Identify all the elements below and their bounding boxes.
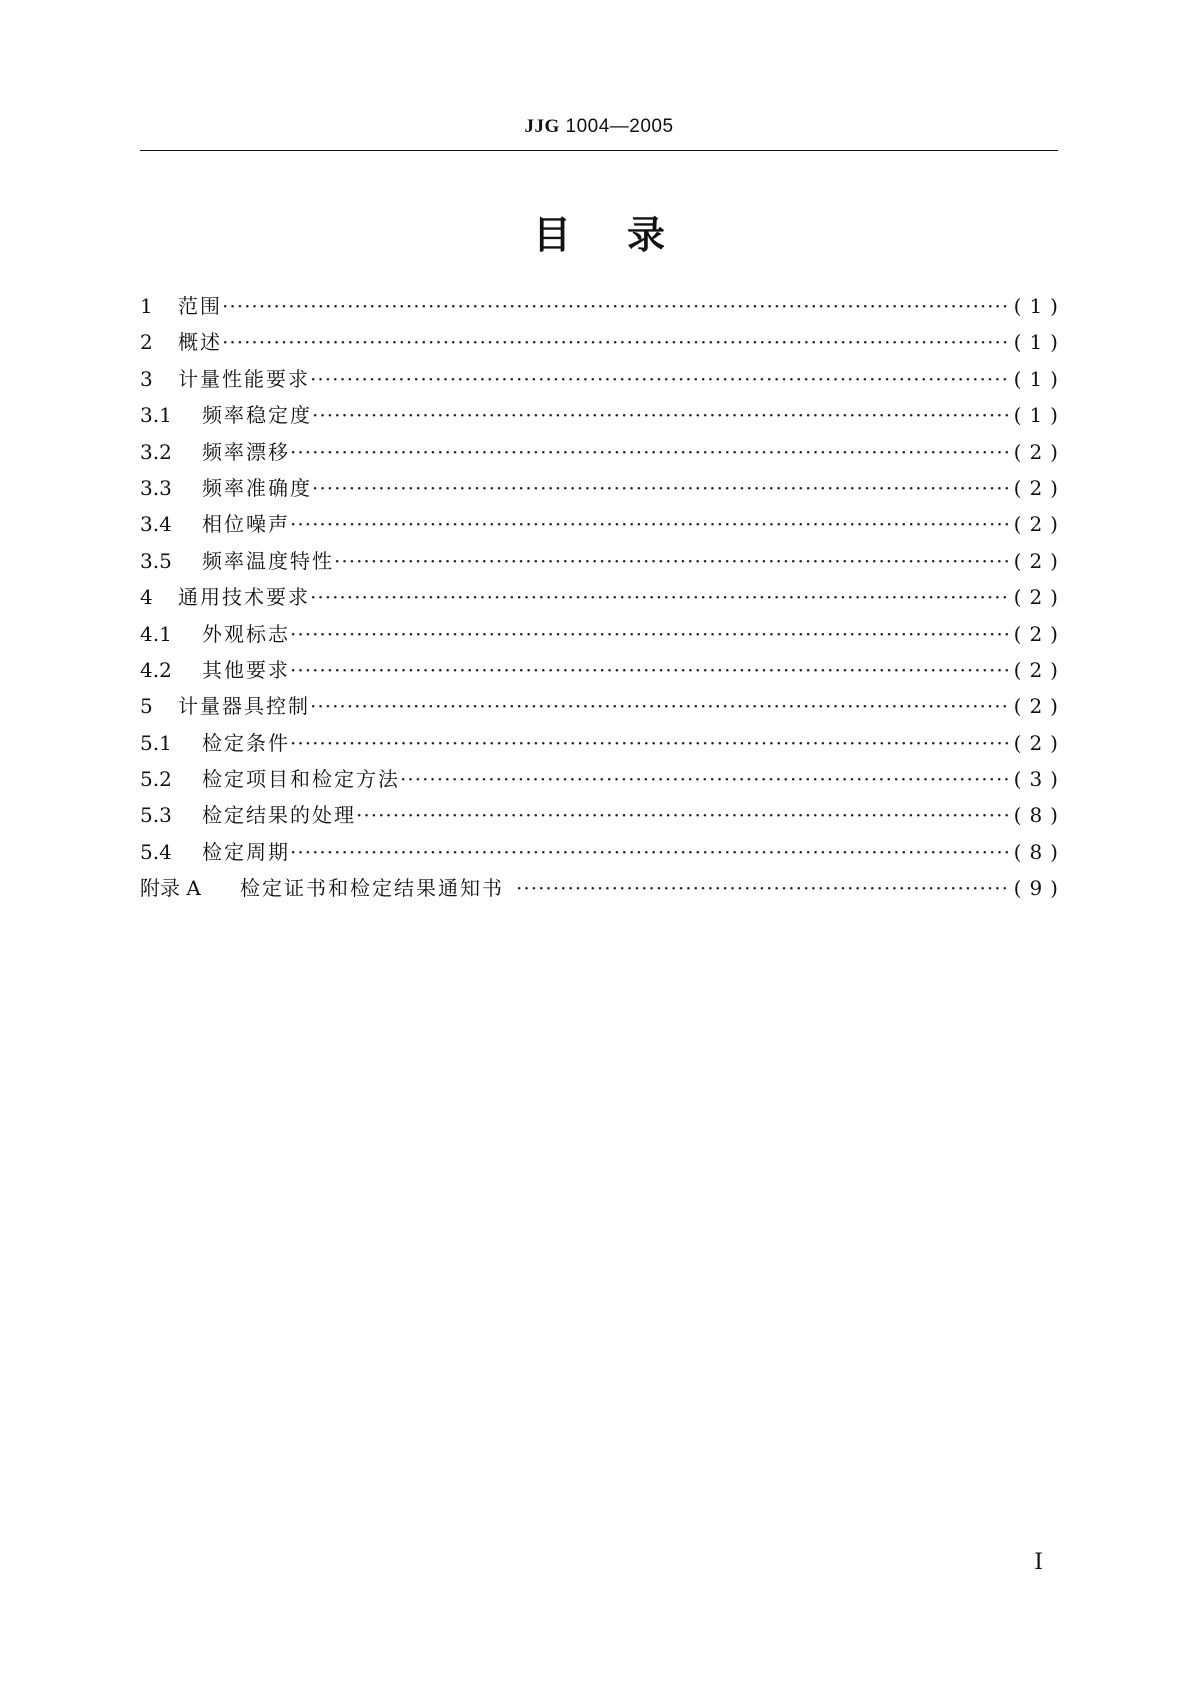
- toc-dot-leader: [516, 876, 1010, 900]
- toc-entry-label: 检定证书和检定结果通知书: [240, 876, 504, 901]
- toc-entry-label: 检定条件: [202, 730, 290, 755]
- toc-entry[interactable]: [140, 581, 1066, 617]
- toc-entry[interactable]: [140, 436, 1066, 472]
- toc-entry[interactable]: [140, 472, 1066, 508]
- toc-dot-leader: [222, 294, 1010, 318]
- toc-entry[interactable]: [140, 690, 1066, 726]
- toc-dot-leader: [290, 512, 1010, 536]
- toc-entry-page: (2): [1013, 621, 1066, 646]
- toc-entry-label: 检定结果的处理: [202, 803, 356, 828]
- toc-entry-page: (2): [1013, 657, 1066, 682]
- toc-entry-number: 3: [140, 366, 153, 391]
- toc-entry-page: (3): [1013, 767, 1066, 792]
- toc-dot-leader: [290, 840, 1010, 864]
- toc-entry-page: (2): [1013, 694, 1066, 719]
- toc-dot-leader: [290, 731, 1010, 755]
- toc-entry-number: 1: [140, 294, 153, 318]
- toc-entry[interactable]: [140, 618, 1066, 654]
- toc-dot-leader: [222, 330, 1010, 354]
- toc-entry-label: 其他要求: [202, 657, 290, 682]
- toc-entry-number: 2: [140, 330, 153, 355]
- toc-dot-leader: [400, 767, 1010, 791]
- toc-entry-number: 3.2: [140, 439, 172, 464]
- toc-dot-leader: [310, 585, 1010, 609]
- toc-entry[interactable]: [140, 654, 1066, 690]
- toc-entry-page: (1): [1013, 294, 1066, 318]
- toc-entry-page: (2): [1013, 439, 1066, 464]
- toc-entry-number: 5.1: [140, 730, 172, 755]
- toc-entry-label: 检定周期: [202, 839, 290, 864]
- toc-entry-number: 3.1: [140, 403, 172, 428]
- toc-entry[interactable]: [140, 399, 1066, 435]
- toc-entry[interactable]: [140, 836, 1066, 872]
- toc-entry-label: 检定项目和检定方法: [202, 767, 400, 792]
- toc-entry-label: 外观标志: [202, 621, 290, 646]
- toc-entry[interactable]: [140, 727, 1066, 763]
- toc-entry-number: 5.4: [140, 839, 172, 864]
- toc-dot-leader: [312, 476, 1010, 500]
- table-of-contents: [140, 290, 1066, 909]
- toc-dot-leader: [290, 658, 1010, 682]
- toc-entry-page: (1): [1013, 330, 1066, 355]
- toc-entry-number: 4.2: [140, 657, 172, 682]
- toc-entry-number: 4: [140, 585, 153, 610]
- page-title: 目录: [532, 213, 721, 257]
- toc-entry-page: (8): [1013, 839, 1066, 864]
- toc-entry-label: 相位噪声: [202, 512, 290, 537]
- toc-dot-leader: [290, 440, 1010, 464]
- toc-entry-label: 概述: [178, 330, 222, 355]
- toc-entry-label: 频率漂移: [202, 439, 290, 464]
- toc-entry-page: (2): [1013, 512, 1066, 537]
- toc-entry[interactable]: [140, 545, 1066, 581]
- toc-entry-number: 4.1: [140, 621, 172, 646]
- standard-prefix: JJG: [524, 116, 560, 137]
- toc-entry-page: (1): [1013, 403, 1066, 428]
- toc-entry-number: 3.5: [140, 548, 172, 573]
- toc-entry-number: 5.3: [140, 803, 172, 828]
- toc-entry[interactable]: [140, 290, 1066, 326]
- toc-entry-label: 计量器具控制: [178, 694, 310, 719]
- toc-entry[interactable]: [140, 508, 1066, 544]
- toc-entry-label: 计量性能要求: [178, 366, 310, 391]
- toc-entry[interactable]: [140, 326, 1066, 362]
- standard-code: 1004—2005: [565, 116, 674, 137]
- page-number: I: [1034, 1550, 1043, 1575]
- toc-dot-leader: [310, 694, 1010, 718]
- toc-entry-number: 3.4: [140, 512, 172, 537]
- toc-entry-number: 附录 A: [140, 876, 201, 901]
- toc-entry-label: 频率准确度: [202, 475, 312, 500]
- toc-dot-leader: [310, 367, 1010, 391]
- toc-entry-page: (8): [1013, 803, 1066, 828]
- toc-entry-label: 频率稳定度: [202, 403, 312, 428]
- toc-entry-page: (1): [1013, 366, 1066, 391]
- toc-entry-number: 5: [140, 694, 153, 719]
- toc-entry[interactable]: [140, 763, 1066, 799]
- toc-entry-appendix[interactable]: [140, 872, 1066, 908]
- toc-entry-page: (2): [1013, 548, 1066, 573]
- toc-entry-label: 通用技术要求: [178, 585, 310, 610]
- running-header: [140, 116, 1058, 138]
- toc-entry-label: 频率温度特性: [202, 548, 334, 573]
- toc-dot-leader: [356, 803, 1010, 827]
- toc-entry-label: 范围: [178, 294, 222, 318]
- toc-dot-leader: [312, 403, 1010, 427]
- toc-entry-page: (2): [1013, 475, 1066, 500]
- toc-dot-leader: [290, 622, 1010, 646]
- toc-entry-page: (2): [1013, 585, 1066, 610]
- toc-entry[interactable]: [140, 363, 1066, 399]
- toc-dot-leader: [334, 549, 1010, 573]
- header-rule: [140, 150, 1058, 151]
- toc-entry-number: 3.3: [140, 475, 172, 500]
- toc-entry-page: (9): [1013, 876, 1066, 901]
- toc-entry-page: (2): [1013, 730, 1066, 755]
- toc-entry[interactable]: [140, 799, 1066, 835]
- toc-entry-number: 5.2: [140, 767, 172, 792]
